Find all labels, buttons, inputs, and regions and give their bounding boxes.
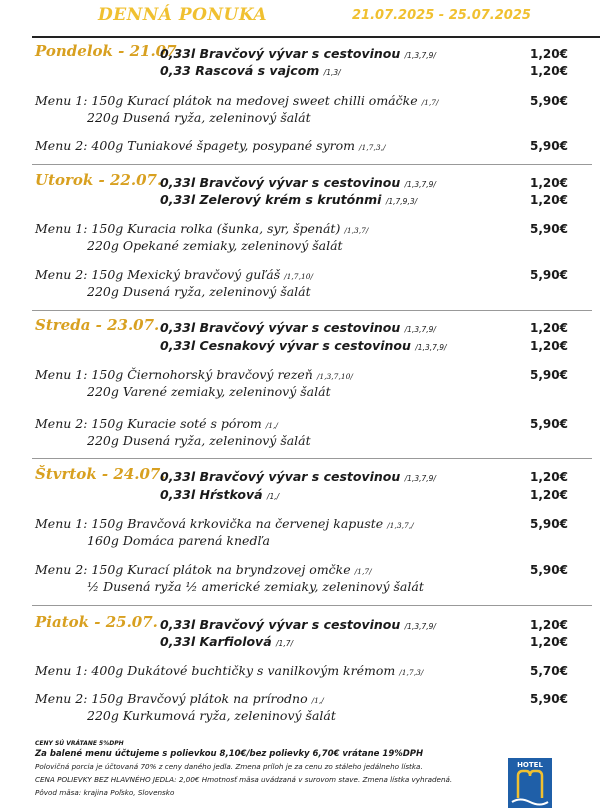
allergens: /1,3,7,9/ xyxy=(404,325,436,334)
allergens: /1,7/ xyxy=(276,639,293,648)
soup-2: 0,33 Rascová s vajcom /1,3/ xyxy=(160,63,341,78)
allergens: /1,7,3/ xyxy=(399,668,424,677)
allergens: /1,7,3,/ xyxy=(359,143,386,152)
header xyxy=(0,0,606,36)
soup-2: 0,33l Zelerový krém s krutónmi /1,7,9,3/ xyxy=(160,192,418,207)
day-wednesday: Streda - 23.07. xyxy=(35,316,160,334)
allergens: /1,7,10/ xyxy=(284,272,314,281)
allergens: /1,3,7/ xyxy=(344,226,369,235)
menu-1: Menu 1: 150g Čiernohorský bravčový rezeň /1,3,7,10/ xyxy=(35,367,353,382)
allergens: /1,3,7,9/ xyxy=(415,343,447,352)
day-friday: Piatok - 25.07. xyxy=(35,613,158,631)
footer-vat-note: CENY SÚ VRÁTANE 5%DPH xyxy=(35,740,124,747)
allergens: /1,3,7,9/ xyxy=(404,180,436,189)
allergens: /1,3,7,10/ xyxy=(316,372,353,381)
footer-soup-price-note: CENA POLIEVKY BEZ HLAVNÉHO JEDLA: 2,00€ Hmotnosť mäsa uvádzaná v surovom stave. Zmena lístka vyhradená. xyxy=(35,775,453,784)
menu-1-side: 220g Opekané zemiaky, zeleninový šalát xyxy=(87,238,343,253)
soup-1: 0,33l Bravčový vývar s cestovinou /1,3,7,9/ xyxy=(160,320,436,335)
menu-2-side: 220g Kurkumová ryža, zeleninový šalát xyxy=(87,708,336,723)
menu-2: Menu 2: 150g Mexický bravčový guľáš /1,7,10/ xyxy=(35,267,314,282)
soup-price: 1,20€ xyxy=(530,176,568,190)
allergens: /1,3,7,9/ xyxy=(404,51,436,60)
menu-1-side: 220g Dusená ryža, zeleninový šalát xyxy=(87,110,311,125)
menu-price: 5,90€ xyxy=(530,139,568,153)
allergens: /1,/ xyxy=(265,421,278,430)
soup-price: 1,20€ xyxy=(530,64,568,78)
allergens: /1,7/ xyxy=(354,567,372,576)
soup-price: 1,20€ xyxy=(530,193,568,207)
allergens: /1,3,7,/ xyxy=(387,521,414,530)
soup-price: 1,20€ xyxy=(530,321,568,335)
menu-2: Menu 2: 150g Kurací plátok na bryndzovej omčke /1,7/ xyxy=(35,562,372,577)
day-divider xyxy=(32,310,592,311)
allergens: /1,7/ xyxy=(421,98,439,107)
day-divider xyxy=(32,164,592,165)
soup-1: 0,33l Bravčový vývar s cestovinou /1,3,7,9/ xyxy=(160,46,436,61)
menu-2: Menu 2: 150g Bravčový plátok na prírodno /1,/ xyxy=(35,691,324,706)
soup-price: 1,20€ xyxy=(530,47,568,61)
hotel-logo xyxy=(508,758,552,808)
allergens: /1,/ xyxy=(311,696,324,705)
allergens: /1,7,9,3/ xyxy=(385,197,418,206)
footer-packed-menu-price: Za balené menu účtujeme s polievkou 8,10€/bez polievky 6,70€ vrátane 19%DPH xyxy=(35,749,424,759)
soup-price: 1,20€ xyxy=(530,470,568,484)
menu-2-side: ½ Dusená ryža ½ americké zemiaky, zeleninový šalát xyxy=(87,579,424,594)
soup-2: 0,33l Hŕstková /1,/ xyxy=(160,487,280,502)
menu-2-side: 220g Dusená ryža, zeleninový šalát xyxy=(87,284,311,299)
menu-2-side: 220g Dusená ryža, zeleninový šalát xyxy=(87,433,311,448)
menu-price: 5,90€ xyxy=(530,563,568,577)
day-monday: Pondelok - 21.07. xyxy=(35,42,182,60)
menu-date-range: 21.07.2025 - 25.07.2025 xyxy=(352,8,531,23)
menu-1: Menu 1: 150g Bravčová krkovička na červenej kapuste /1,3,7,/ xyxy=(35,516,414,531)
menu-price: 5,90€ xyxy=(530,222,568,236)
menu-price: 5,90€ xyxy=(530,368,568,382)
footer-half-portion-note: Polovičná porcia je účtovaná 70% z ceny daného jedla. Zmena príloh je za cenu zo stáleho jedálneho lístka. xyxy=(35,762,423,771)
menu-2: Menu 2: 400g Tuniakové špagety, posypané syrom /1,7,3,/ xyxy=(35,138,386,153)
soup-1: 0,33l Bravčový vývar s cestovinou /1,3,7,9/ xyxy=(160,175,436,190)
soup-price: 1,20€ xyxy=(530,635,568,649)
soup-2: 0,33l Karfiolová /1,7/ xyxy=(160,634,293,649)
hotel-logo-text: HOTEL xyxy=(517,761,543,769)
hotel-logo-graphic xyxy=(508,758,552,808)
menu-price: 5,90€ xyxy=(530,94,568,108)
allergens: /1,/ xyxy=(266,492,280,501)
menu-price: 5,90€ xyxy=(530,417,568,431)
soup-price: 1,20€ xyxy=(530,339,568,353)
menu-price: 5,90€ xyxy=(530,268,568,282)
allergens: /1,3,7,9/ xyxy=(404,474,436,483)
header-divider xyxy=(32,36,600,38)
menu-1: Menu 1: 150g Kuracia rolka (šunka, syr, špenát) /1,3,7/ xyxy=(35,221,369,236)
menu-price: 5,90€ xyxy=(530,692,568,706)
day-thursday: Štvrtok - 24.07. xyxy=(35,465,166,483)
day-divider xyxy=(32,605,592,606)
soup-2: 0,33l Cesnakový vývar s cestovinou /1,3,7,9/ xyxy=(160,338,447,353)
soup-1: 0,33l Bravčový vývar s cestovinou /1,3,7,9/ xyxy=(160,469,436,484)
footer-meat-origin: Pôvod mäsa: krajina Poľsko, Slovensko xyxy=(35,788,175,797)
soup-price: 1,20€ xyxy=(530,488,568,502)
menu-2: Menu 2: 150g Kuracie soté s pórom /1,/ xyxy=(35,416,278,431)
day-tuesday: Utorok - 22.07. xyxy=(35,171,163,189)
menu-title: DENNÁ PONUKA xyxy=(98,5,268,25)
allergens: /1,3/ xyxy=(323,68,341,77)
menu-1: Menu 1: 400g Dukátové buchtičky s vanilkovým krémom /1,7,3/ xyxy=(35,663,424,678)
menu-1: Menu 1: 150g Kurací plátok na medovej sweet chilli omáčke /1,7/ xyxy=(35,93,439,108)
menu-1-side: 160g Domáca parená knedľa xyxy=(87,533,270,548)
menu-1-side: 220g Varené zemiaky, zeleninový šalát xyxy=(87,384,331,399)
menu-price: 5,90€ xyxy=(530,517,568,531)
day-divider xyxy=(32,458,592,459)
menu-price: 5,70€ xyxy=(530,664,568,678)
allergens: /1,3,7,9/ xyxy=(404,622,436,631)
soup-1: 0,33l Bravčový vývar s cestovinou /1,3,7,9/ xyxy=(160,617,436,632)
soup-price: 1,20€ xyxy=(530,618,568,632)
